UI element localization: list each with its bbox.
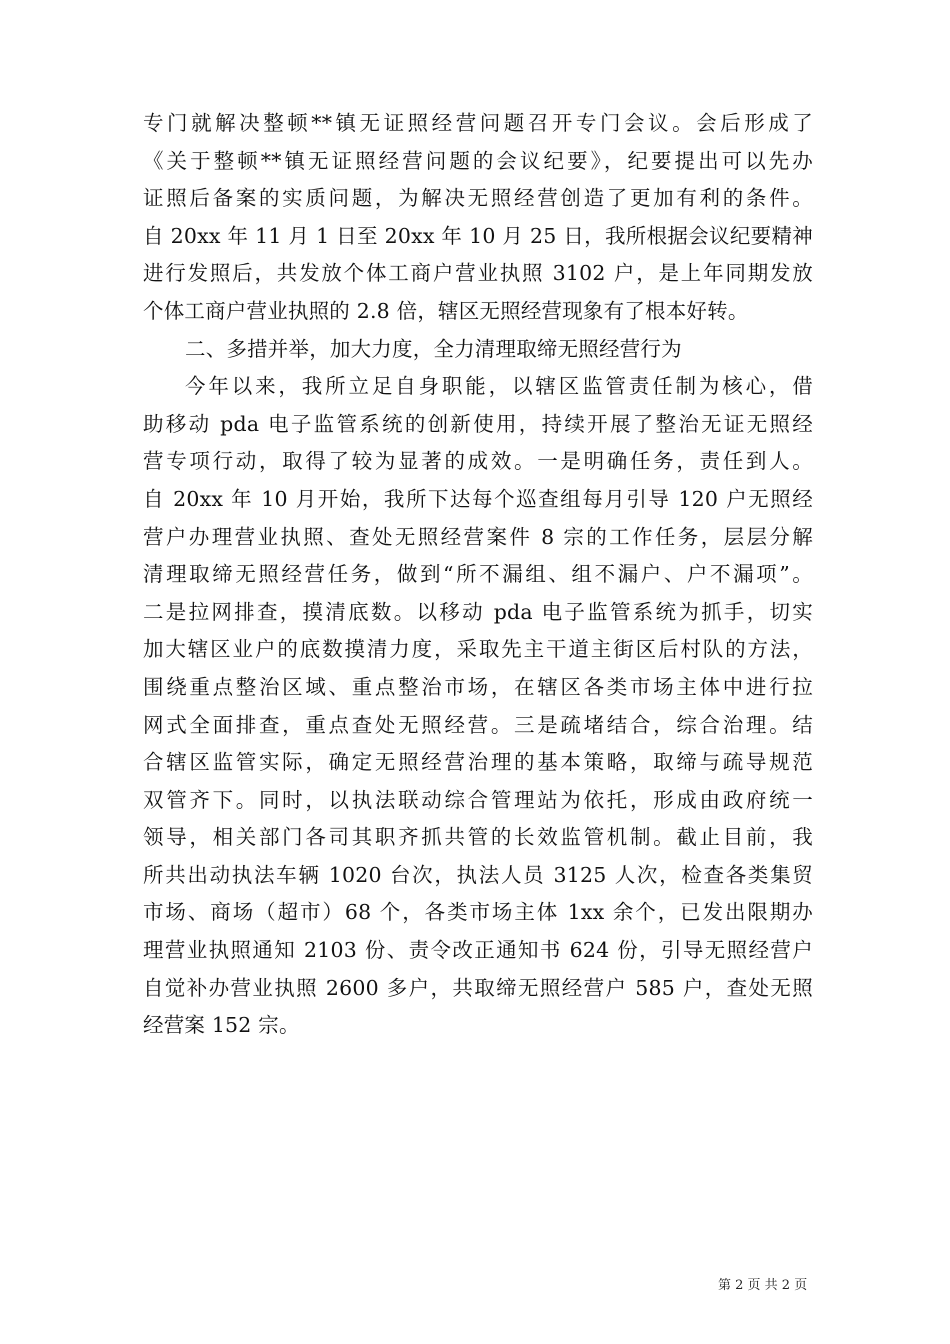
paragraph-line: 理营业执照通知 2103 份、责令改正通知书 624 份，引导无照经营户 bbox=[143, 938, 813, 963]
paragraph-line: 领导，相关部门各司其职齐抓共管的长效监管机制。截止目前，我 bbox=[143, 825, 813, 850]
paragraph-line: 自 20xx 年 11 月 1 日至 20xx 年 10 月 25 日，我所根据会议纪要精神 bbox=[143, 223, 813, 248]
paragraph-line: 所共出动执法车辆 1020 台次，执法人员 3125 人次，检查各类集贸 bbox=[143, 862, 813, 887]
paragraph-line: 自觉补办营业执照 2600 多户，共取缔无照经营户 585 户，查处无照 bbox=[143, 975, 813, 1000]
paragraph-line: 网式全面排查，重点查处无照经营。三是疏堵结合，综合治理。结 bbox=[143, 712, 813, 737]
paragraph-line: 清理取缔无照经营任务，做到“所不漏组、组不漏户、户不漏项”。 bbox=[143, 562, 813, 587]
section-heading: 二、多措并举，加大力度，全力清理取缔无照经营行为 bbox=[185, 336, 682, 361]
paragraph-1 bbox=[143, 105, 813, 331]
paragraph-line: 合辖区监管实际，确定无照经营治理的基本策略，取缔与疏导规范 bbox=[143, 750, 813, 775]
document-body bbox=[143, 105, 813, 1045]
paragraph-line: 二是拉网排查，摸清底数。以移动 pda 电子监管系统为抓手，切实 bbox=[143, 599, 813, 624]
paragraph-line: 自 20xx 年 10 月开始，我所下达每个巡查组每月引导 120 户无照经 bbox=[143, 486, 813, 511]
paragraph-line: 双管齐下。同时，以执法联动综合管理站为依托，形成由政府统一 bbox=[143, 787, 813, 812]
paragraph-line: 个体工商户营业执照的 2.8 倍，辖区无照经营现象有了根本好转。 bbox=[143, 298, 749, 323]
page-number: 第 2 页 共 2 页 bbox=[718, 1278, 808, 1293]
paragraph-line: 经营案 152 宗。 bbox=[143, 1013, 300, 1038]
paragraph-line: 今年以来，我所立足自身职能，以辖区监管责任制为核心，借 bbox=[185, 374, 813, 399]
paragraph-line: 专门就解决整顿**镇无证照经营问题召开专门会议。会后形成了 bbox=[143, 111, 813, 135]
paragraph-line: 营户办理营业执照、查处无照经营案件 8 宗的工作任务，层层分解 bbox=[143, 524, 813, 549]
paragraph-line: 证照后备案的实质问题，为解决无照经营创造了更加有利的条件。 bbox=[143, 186, 813, 211]
paragraph-line: 市场、商场（超市）68 个，各类市场主体 1xx 余个，已发出限期办 bbox=[143, 900, 813, 925]
paragraph-line: 助移动 pda 电子监管系统的创新使用，持续开展了整治无证无照经 bbox=[143, 411, 813, 436]
paragraph-line: 围绕重点整治区域、重点整治市场，在辖区各类市场主体中进行拉 bbox=[143, 674, 813, 699]
paragraph-line: 加大辖区业户的底数摸清力度，采取先主干道主街区后村队的方法， bbox=[143, 637, 813, 662]
paragraph-line: 营专项行动，取得了较为显著的成效。一是明确任务，责任到人。 bbox=[143, 449, 813, 474]
paragraph-2 bbox=[143, 368, 813, 1045]
paragraph-line: 《关于整顿**镇无证照经营问题的会议纪要》，纪要提出可以先办 bbox=[143, 148, 813, 173]
paragraph-line: 进行发照后，共发放个体工商户营业执照 3102 户，是上年同期发放 bbox=[143, 261, 813, 286]
